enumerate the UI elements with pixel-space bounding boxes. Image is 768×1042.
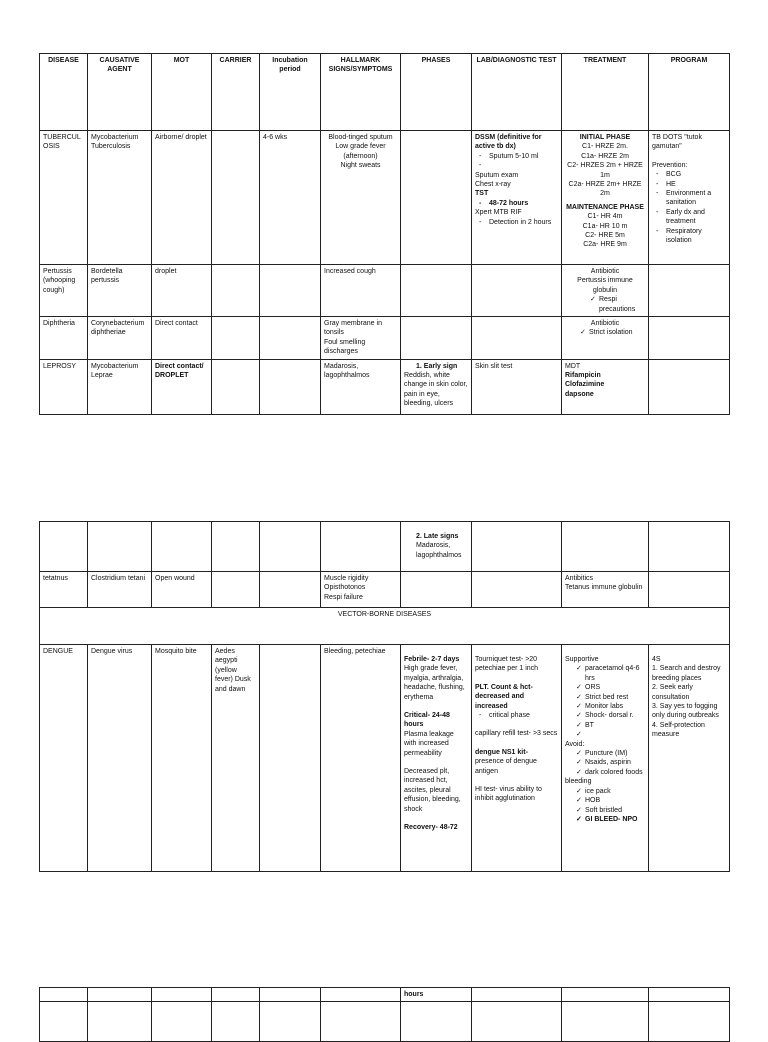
row-leprosy-continued bbox=[40, 522, 730, 572]
cell-disease: tetatnus bbox=[40, 572, 88, 608]
row-tuberculosis bbox=[40, 131, 730, 265]
cell-treatment: Antibitics Tetanus immune globulin bbox=[562, 572, 649, 608]
cell-mot: Open wound bbox=[152, 572, 212, 608]
cell-carrier bbox=[212, 317, 260, 360]
header-causative-agent: CAUSATIVE AGENT bbox=[88, 54, 152, 131]
cell-incubation bbox=[260, 572, 321, 608]
header-phases: PHASES bbox=[401, 54, 472, 131]
cell-signs: Blood-tinged sputum Low grade fever (afternoon) Night sweats bbox=[321, 131, 401, 265]
header-program: PROGRAM bbox=[649, 54, 730, 131]
cell-lab: Skin slit test bbox=[472, 359, 562, 414]
cell-treatment: MDT Rifampicin Clofazimine dapsone bbox=[562, 359, 649, 414]
cell-phases: 1. Early sign Reddish, white change in skin color, pain in eye, bleeding, ulcers bbox=[401, 359, 472, 414]
cell-agent: Corynebacterium diphtheriae bbox=[88, 317, 152, 360]
header-hallmark: HALLMARK SIGNS/SYMPTOMS bbox=[321, 54, 401, 131]
cell-treatment: Supportive ✓ paracetamol q4-6 hrs ✓ ORS ✓ Strict bed rest ✓ Monitor labs ✓ Shock- dorsal r. ✓ BT ✓ Avoid: ✓ Puncture (IM) ✓ Nsaids, aspirin ✓ dark colored foods bleeding ✓ ice pack ✓ HOB ✓ Soft bristled ✓ GI BLEED- NPO bbox=[562, 645, 649, 872]
cell-carrier bbox=[212, 572, 260, 608]
cell-mot: Direct contact bbox=[152, 317, 212, 360]
cell-program bbox=[649, 265, 730, 317]
cell-disease: TUBERCULOSIS bbox=[40, 131, 88, 265]
cell-mot: droplet bbox=[152, 265, 212, 317]
header-incubation: Incubation period bbox=[260, 54, 321, 131]
row-dengue bbox=[40, 645, 730, 872]
cell-program: TB DOTS "tutok gamutan" Prevention: - BCG - HE - Environment a sanitation - Early dx and treatment - Respiratory isolation bbox=[649, 131, 730, 265]
cell-phases bbox=[401, 572, 472, 608]
cell-phases: Febrile- 2-7 days High grade fever, myalgia, arthralgia, headache, flushing, erythema Critical- 24-48 hours Plasma leakage with increased permeability Decreased plt, increased hct, ascites, pleural effusion, bleeding, shock Recovery- 48-72 bbox=[401, 645, 472, 872]
header-treatment: TREATMENT bbox=[562, 54, 649, 131]
cell-program: 4S 1. Search and destroy breeding places 2. Seek early consultation 3. Say yes to fogging only during outbreaks 4. Self-protection measure bbox=[649, 645, 730, 872]
cell-carrier: Aedes aegypti (yellow fever) Dusk and dawn bbox=[212, 645, 260, 872]
cell-disease: Pertussis (whooping cough) bbox=[40, 265, 88, 317]
cell-treatment: Antibiotic Pertussis immune globulin ✓ Respi precautions bbox=[562, 265, 649, 317]
cell-signs: Muscle rigidity Opisthotonos Respi failure bbox=[321, 572, 401, 608]
cell-carrier bbox=[212, 131, 260, 265]
header-mot: MOT bbox=[152, 54, 212, 131]
row-dengue-continued bbox=[40, 988, 730, 1002]
cell-incubation bbox=[260, 359, 321, 414]
disease-table-part-2 bbox=[39, 521, 730, 872]
row-tetanus bbox=[40, 572, 730, 608]
cell-disease: LEPROSY bbox=[40, 359, 88, 414]
header-row bbox=[40, 54, 730, 131]
header-lab: LAB/DIAGNOSTIC TEST bbox=[472, 54, 562, 131]
row-diphtheria bbox=[40, 317, 730, 360]
cell-signs: Gray membrane in tonsils Foul smelling discharges bbox=[321, 317, 401, 360]
cell-phases bbox=[401, 131, 472, 265]
disease-table-part-3 bbox=[39, 987, 730, 1042]
cell-mot: Mosquito bite bbox=[152, 645, 212, 872]
cell-agent: Mycobacterium Tuberculosis bbox=[88, 131, 152, 265]
cell-agent: Mycobacterium Leprae bbox=[88, 359, 152, 414]
cell-incubation bbox=[260, 317, 321, 360]
cell-phases bbox=[401, 265, 472, 317]
cell-program bbox=[649, 572, 730, 608]
disease-table-part-1 bbox=[39, 53, 730, 415]
cell-incubation bbox=[260, 265, 321, 317]
header-carrier: CARRIER bbox=[212, 54, 260, 131]
cell-agent: Dengue virus bbox=[88, 645, 152, 872]
cell-incubation: 4-6 wks bbox=[260, 131, 321, 265]
section-row bbox=[40, 608, 730, 645]
cell-agent: Clostridium tetani bbox=[88, 572, 152, 608]
cell-lab bbox=[472, 265, 562, 317]
cell-carrier bbox=[212, 265, 260, 317]
cell-signs: Madarosis, lagophthalmos bbox=[321, 359, 401, 414]
cell-mot: Direct contact/ DROPLET bbox=[152, 359, 212, 414]
header-disease: DISEASE bbox=[40, 54, 88, 131]
row-pertussis bbox=[40, 265, 730, 317]
row-empty bbox=[40, 1002, 730, 1042]
cell-program bbox=[649, 317, 730, 360]
row-leprosy bbox=[40, 359, 730, 414]
cell-treatment: Antibiotic ✓ Strict isolation bbox=[562, 317, 649, 360]
cell-carrier bbox=[212, 359, 260, 414]
cell-signs: Bleeding, petechiae bbox=[321, 645, 401, 872]
cell-disease: Diphtheria bbox=[40, 317, 88, 360]
section-title: VECTOR-BORNE DISEASES bbox=[40, 608, 730, 645]
cell-program bbox=[649, 359, 730, 414]
cell-mot: Airborne/ droplet bbox=[152, 131, 212, 265]
cell-incubation bbox=[260, 645, 321, 872]
cell-disease: DENGUE bbox=[40, 645, 88, 872]
cell-lab bbox=[472, 572, 562, 608]
cell-phases: 2. Late signs Madarosis, lagophthalmos bbox=[401, 522, 472, 572]
cell-agent: Bordetella pertussis bbox=[88, 265, 152, 317]
cell-lab bbox=[472, 317, 562, 360]
cell-treatment: INITIAL PHASE C1- HRZE 2m. C1a- HRZE 2m C2- HRZES 2m + HRZE 1m C2a- HRZE 2m+ HRZE 2m MAINTENANCE PHASE C1- HR 4m C1a- HR 10 m C2- HRE 5m C2a- HRE 9m bbox=[562, 131, 649, 265]
cell-signs: Increased cough bbox=[321, 265, 401, 317]
cell-phases: hours bbox=[401, 988, 472, 1002]
cell-phases bbox=[401, 317, 472, 360]
cell-lab: Tourniquet test- >20 petechiae per 1 inch PLT. Count & hct- decreased and increased - critical phase capillary refill test- >3 secs dengue NS1 kit- presence of dengue antigen HI test- virus ability to inhibit agglutination bbox=[472, 645, 562, 872]
cell-lab: DSSM (definitive for active tb dx) - Sputum 5-10 ml - Sputum exam Chest x-ray TST - 48-72 hours Xpert MTB RIF - Detection in 2 hours bbox=[472, 131, 562, 265]
